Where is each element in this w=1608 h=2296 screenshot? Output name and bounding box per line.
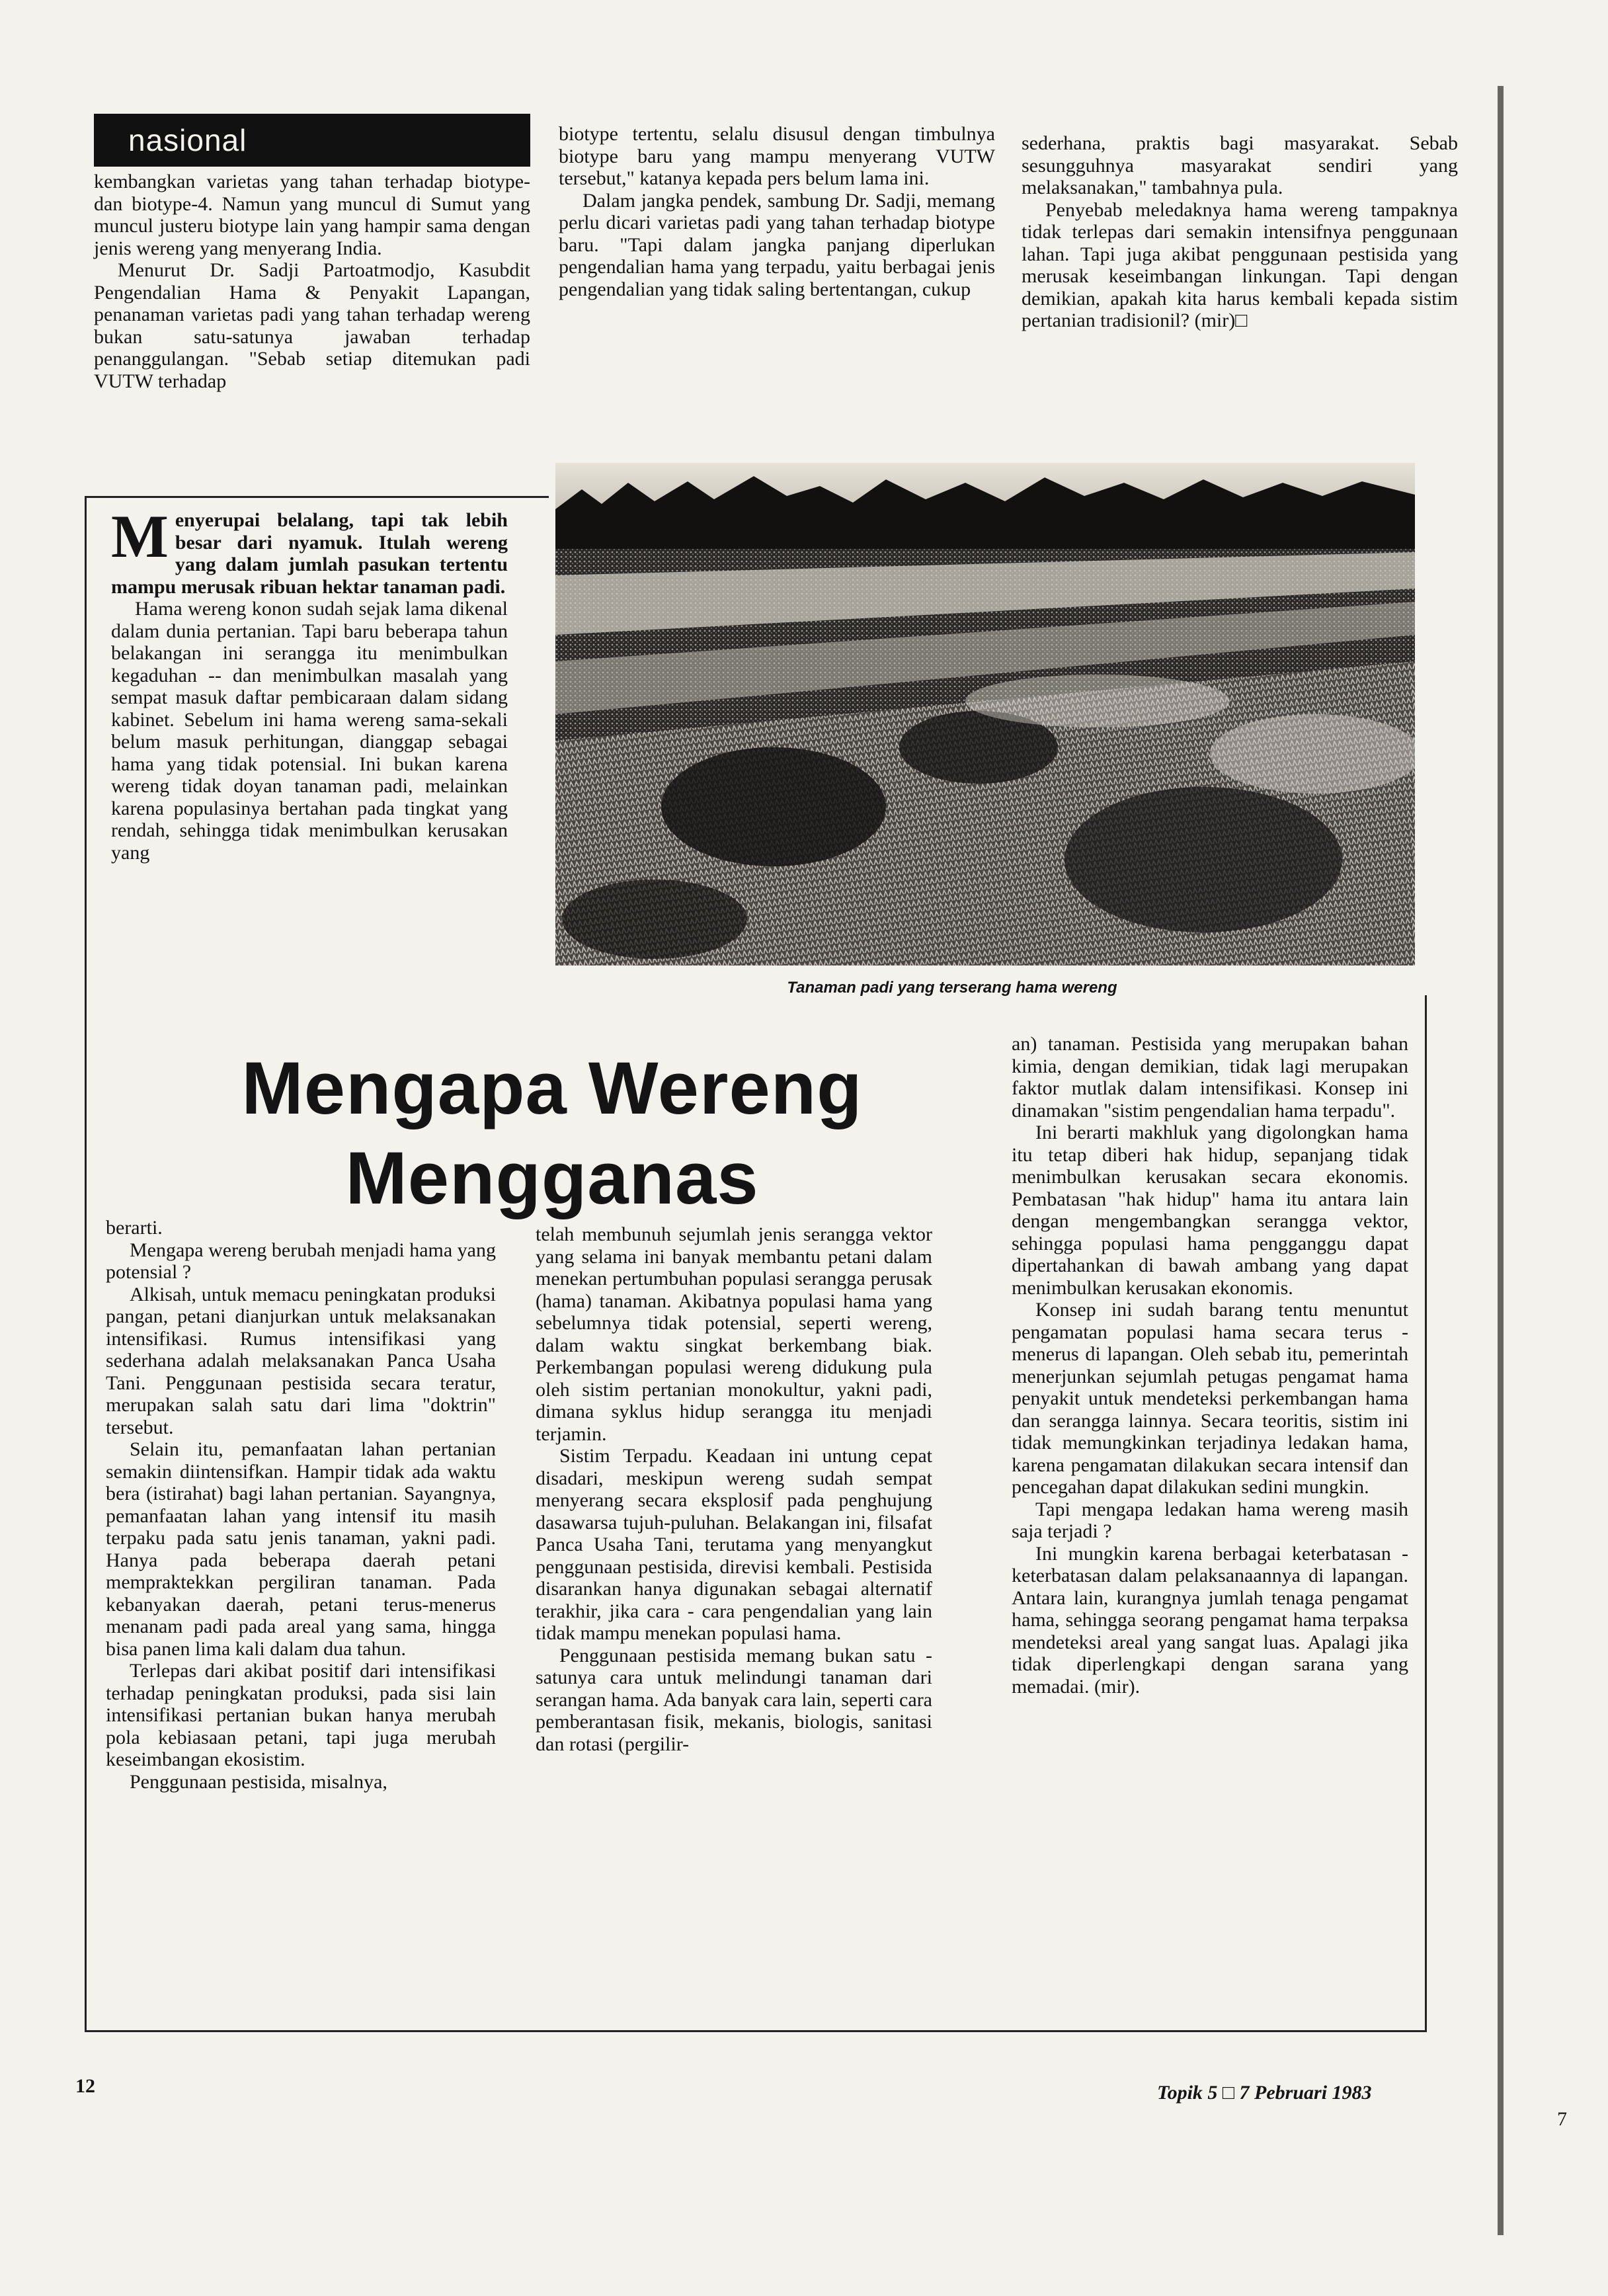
paragraph: Hama wereng konon sudah sejak lama dikenal dalam dunia pertanian. Tapi baru beberapa tahun belakangan ini serangga itu menimbulkan kegaduhan -- dan menimbulkan masalah yang sempat masuk daftar pembicaraan dalam sidang kabinet. Sebelum ini hama wereng sama-sekali belum masuk perhitungan, dianggap sebagai hama yang tidak potensial. Ini bukan karena wereng tidak doyan tanaman padi, melainkan karena populasinya bertahan pada tingkat yang rendah, sehingga tidak menimbulkan kerusakan yang <box>111 598 508 864</box>
paragraph: Terlepas dari akibat positif dari intensifikasi terhadap peningkatan produksi, pada sisi lain intensifikasi pertanian bukan hanya merubah pola kebiasaan petani, tapi juga merubah keseimbangan ekosistim. <box>106 1660 496 1770</box>
paragraph: Alkisah, untuk memacu peningkatan produksi pangan, petani dianjurkan untuk melaksanakan intensifikasi. Rumus intensifikasi yang sederhana adalah melaksanakan Panca Usaha Tani. Penggunaan pestisida secara teratur, merupakan salah satu dari lima "doktrin" tersebut. <box>106 1283 496 1438</box>
scan-edge <box>1498 86 1504 2235</box>
top-column-1 <box>94 171 530 392</box>
frame-left-rule <box>85 496 87 2030</box>
top-column-2 <box>559 123 995 300</box>
paragraph: Konsep ini sudah barang tentu menuntut pengamatan populasi hama secara terus - menerus di lapangan. Oleh sebab itu, pemerintah menerjunkan sejumlah petugas pengamat hama penyakit untuk mendeteksi perkembangan hama dan serangga lainnya. Secara teoritis, sistim ini tidak memungkinkan terjadinya ledakan hama, karena pengamatan dilakukan secara intensif dan pencegahan dapat dilakukan sedini mungkin. <box>1012 1299 1408 1498</box>
paragraph: kembangkan varietas yang tahan terhadap biotype- dan biotype-4. Namun yang muncul di Sumut yang muncul justeru biotype lain yang hampir sama dengan jenis wereng yang menyerang India. <box>94 171 530 259</box>
frame-top-rule <box>86 496 549 498</box>
headline-line-1: Mengapa Wereng <box>241 1047 863 1129</box>
paragraph: Tapi mengapa ledakan hama wereng masih saja terjadi ? <box>1012 1498 1408 1542</box>
section-tag: nasional <box>94 114 530 167</box>
photo-caption: Tanaman padi yang terserang hama wereng <box>787 979 1117 997</box>
frame-right-rule <box>1425 995 1427 2032</box>
paragraph: Selain itu, pemanfaatan lahan pertanian semakin diintensifkan. Hampir tidak ada waktu bera (istirahat) bagi lahan pertanian. Sayangnya, pemanfaatan lahan yang intensif itu masih terpaku pada satu jenis tanaman, yakni padi. Hanya pada beberapa daerah petani mempraktekkan pergiliran tanaman. Pada kebanyakan daerah, petani terus-menerus menanam padi pada areal yang sama, hingga bisa panen lima kali dalam dua tahun. <box>106 1438 496 1660</box>
paragraph: berarti. <box>106 1217 163 1239</box>
bottom-column-3 <box>1012 1033 1408 1698</box>
paragraph: sederhana, praktis bagi masyarakat. Sebab sesungguhnya masyarakat sendiri yang melaksanakan," tambahnya pula. <box>1022 132 1458 198</box>
margin-fragment: 7 <box>1557 2108 1567 2130</box>
headline <box>238 1044 866 1223</box>
paragraph: biotype tertentu, selalu disusul dengan timbulnya biotype baru yang mampu menyerang VUTW tersebut," katanya kepada pers belum lama ini. <box>559 123 995 189</box>
lead-column <box>111 503 508 864</box>
bottom-column-1 <box>106 1217 496 1793</box>
paragraph: Menurut Dr. Sadji Partoatmodjo, Kasubdit Pengendalian Hama & Penyakit Lapangan, penanaman varietas padi yang tahan terhadap wereng bukan satu-satunya jawaban terhadap penanggulangan. "Sebab setiap ditemukan padi VUTW terhadap <box>94 259 530 392</box>
page-number: 12 <box>75 2075 95 2097</box>
frame-bottom-rule <box>85 2030 1427 2032</box>
top-column-3 <box>1022 132 1458 332</box>
paragraph: telah membunuh sejumlah jenis serangga vektor yang selama ini banyak membantu petani dalam menekan pertumbuhan populasi serangga perusak (hama) tanaman. Akibatnya populasi hama yang sebelumnya tidak potensial, seperti wereng, dalam waktu singkat berkembang biak. Perkembangan populasi wereng didukung pula oleh sistim pertanian monokultur, yakni padi, dimana syklus hidup serangga itu menjadi terjamin. <box>536 1223 932 1445</box>
paragraph: Penyebab meledaknya hama wereng tampaknya tidak terlepas dari semakin intensifnya penggunaan lahan. Tapi juga akibat penggunaan pestisida yang merusak keseimbangan linkungan. Tapi dengan demikian, apakah kita harus kembali kepada sistim pertanian tradisionil? (mir)□ <box>1022 198 1458 331</box>
lead-text: enyerupai belalang, tapi tak lebih besar dari nyamuk. Itulah wereng yang dalam jumlah pasukan tertentu mampu merusak ribuan hektar tanaman padi. <box>111 509 508 598</box>
bottom-column-2 <box>536 1223 932 1755</box>
paragraph: Ini berarti makhluk yang digolongkan hama itu tetap diberi hak hidup, sepanjang tidak menimbulkan kerusakan secara ekonomis. Pembatasan "hak hidup" hama itu antara lain dengan mengembangkan serangga vektor, sehingga populasi hama pengganggu dapat dipertahankan di bawah ambang yang dapat menimbulkan kerusakan ekonomis. <box>1012 1122 1408 1299</box>
paragraph: Sistim Terpadu. Keadaan ini untung cepat disadari, meskipun wereng sudah sempat menyerang secara eksplosif pada penghujung dasawarsa tujuh-puluhan. Belakangan ini, filsafat Panca Usaha Tani, terutama yang menyangkut penggunaan pestisida, direvisi kembali. Pestisida disarankan hanya digunakan sebagai alternatif terakhir, jika cara - cara pengendalian yang lain tidak mampu menekan populasi hama. <box>536 1445 932 1644</box>
paragraph: an) tanaman. Pestisida yang merupakan bahan kimia, dengan demikian, tidak lagi merupakan faktor mutlak dalam intensifikasi. Konsep ini dinamakan "sistim pengendalian hama terpadu". <box>1012 1033 1408 1122</box>
drop-cap: M <box>111 503 169 570</box>
lead-paragraph <box>111 503 508 598</box>
paragraph: Dalam jangka pendek, sambung Dr. Sadji, memang perlu dicari varietas padi yang tahan terhadap biotype baru. "Tapi dalam jangka panjang diperlukan pengendalian hama yang terpadu, yaitu berbagai jenis pengendalian yang tidak saling bertentangan, cukup <box>559 189 995 300</box>
headline-line-2: Mengganas <box>345 1137 759 1219</box>
paragraph: Mengapa wereng berubah menjadi hama yang potensial ? <box>106 1239 496 1283</box>
paragraph: Penggunaan pestisida memang bukan satu - satunya cara untuk melindungi tanaman dari serangan hama. Ada banyak cara lain, seperti cara pemberantasan fisik, mekanis, biologis, sanitasi dan rotasi (pergilir- <box>536 1644 932 1755</box>
paragraph: Ini mungkin karena berbagai keterbatasan - keterbatasan dalam pelaksanaannya di lapangan. Antara lain, kurangnya jumlah tenaga pengamat hama, sehingga seorang pengamat hama terpaksa mendeteksi areal yang sangat luas. Apalagi jika tidak diperlengkapi dengan sarana yang memadai. (mir). <box>1012 1542 1408 1698</box>
issue-line: Topik 5 □ 7 Pebruari 1983 <box>1157 2082 1372 2104</box>
rice-field-photo <box>555 463 1415 965</box>
paragraph: Penggunaan pestisida, misalnya, <box>130 1770 387 1793</box>
